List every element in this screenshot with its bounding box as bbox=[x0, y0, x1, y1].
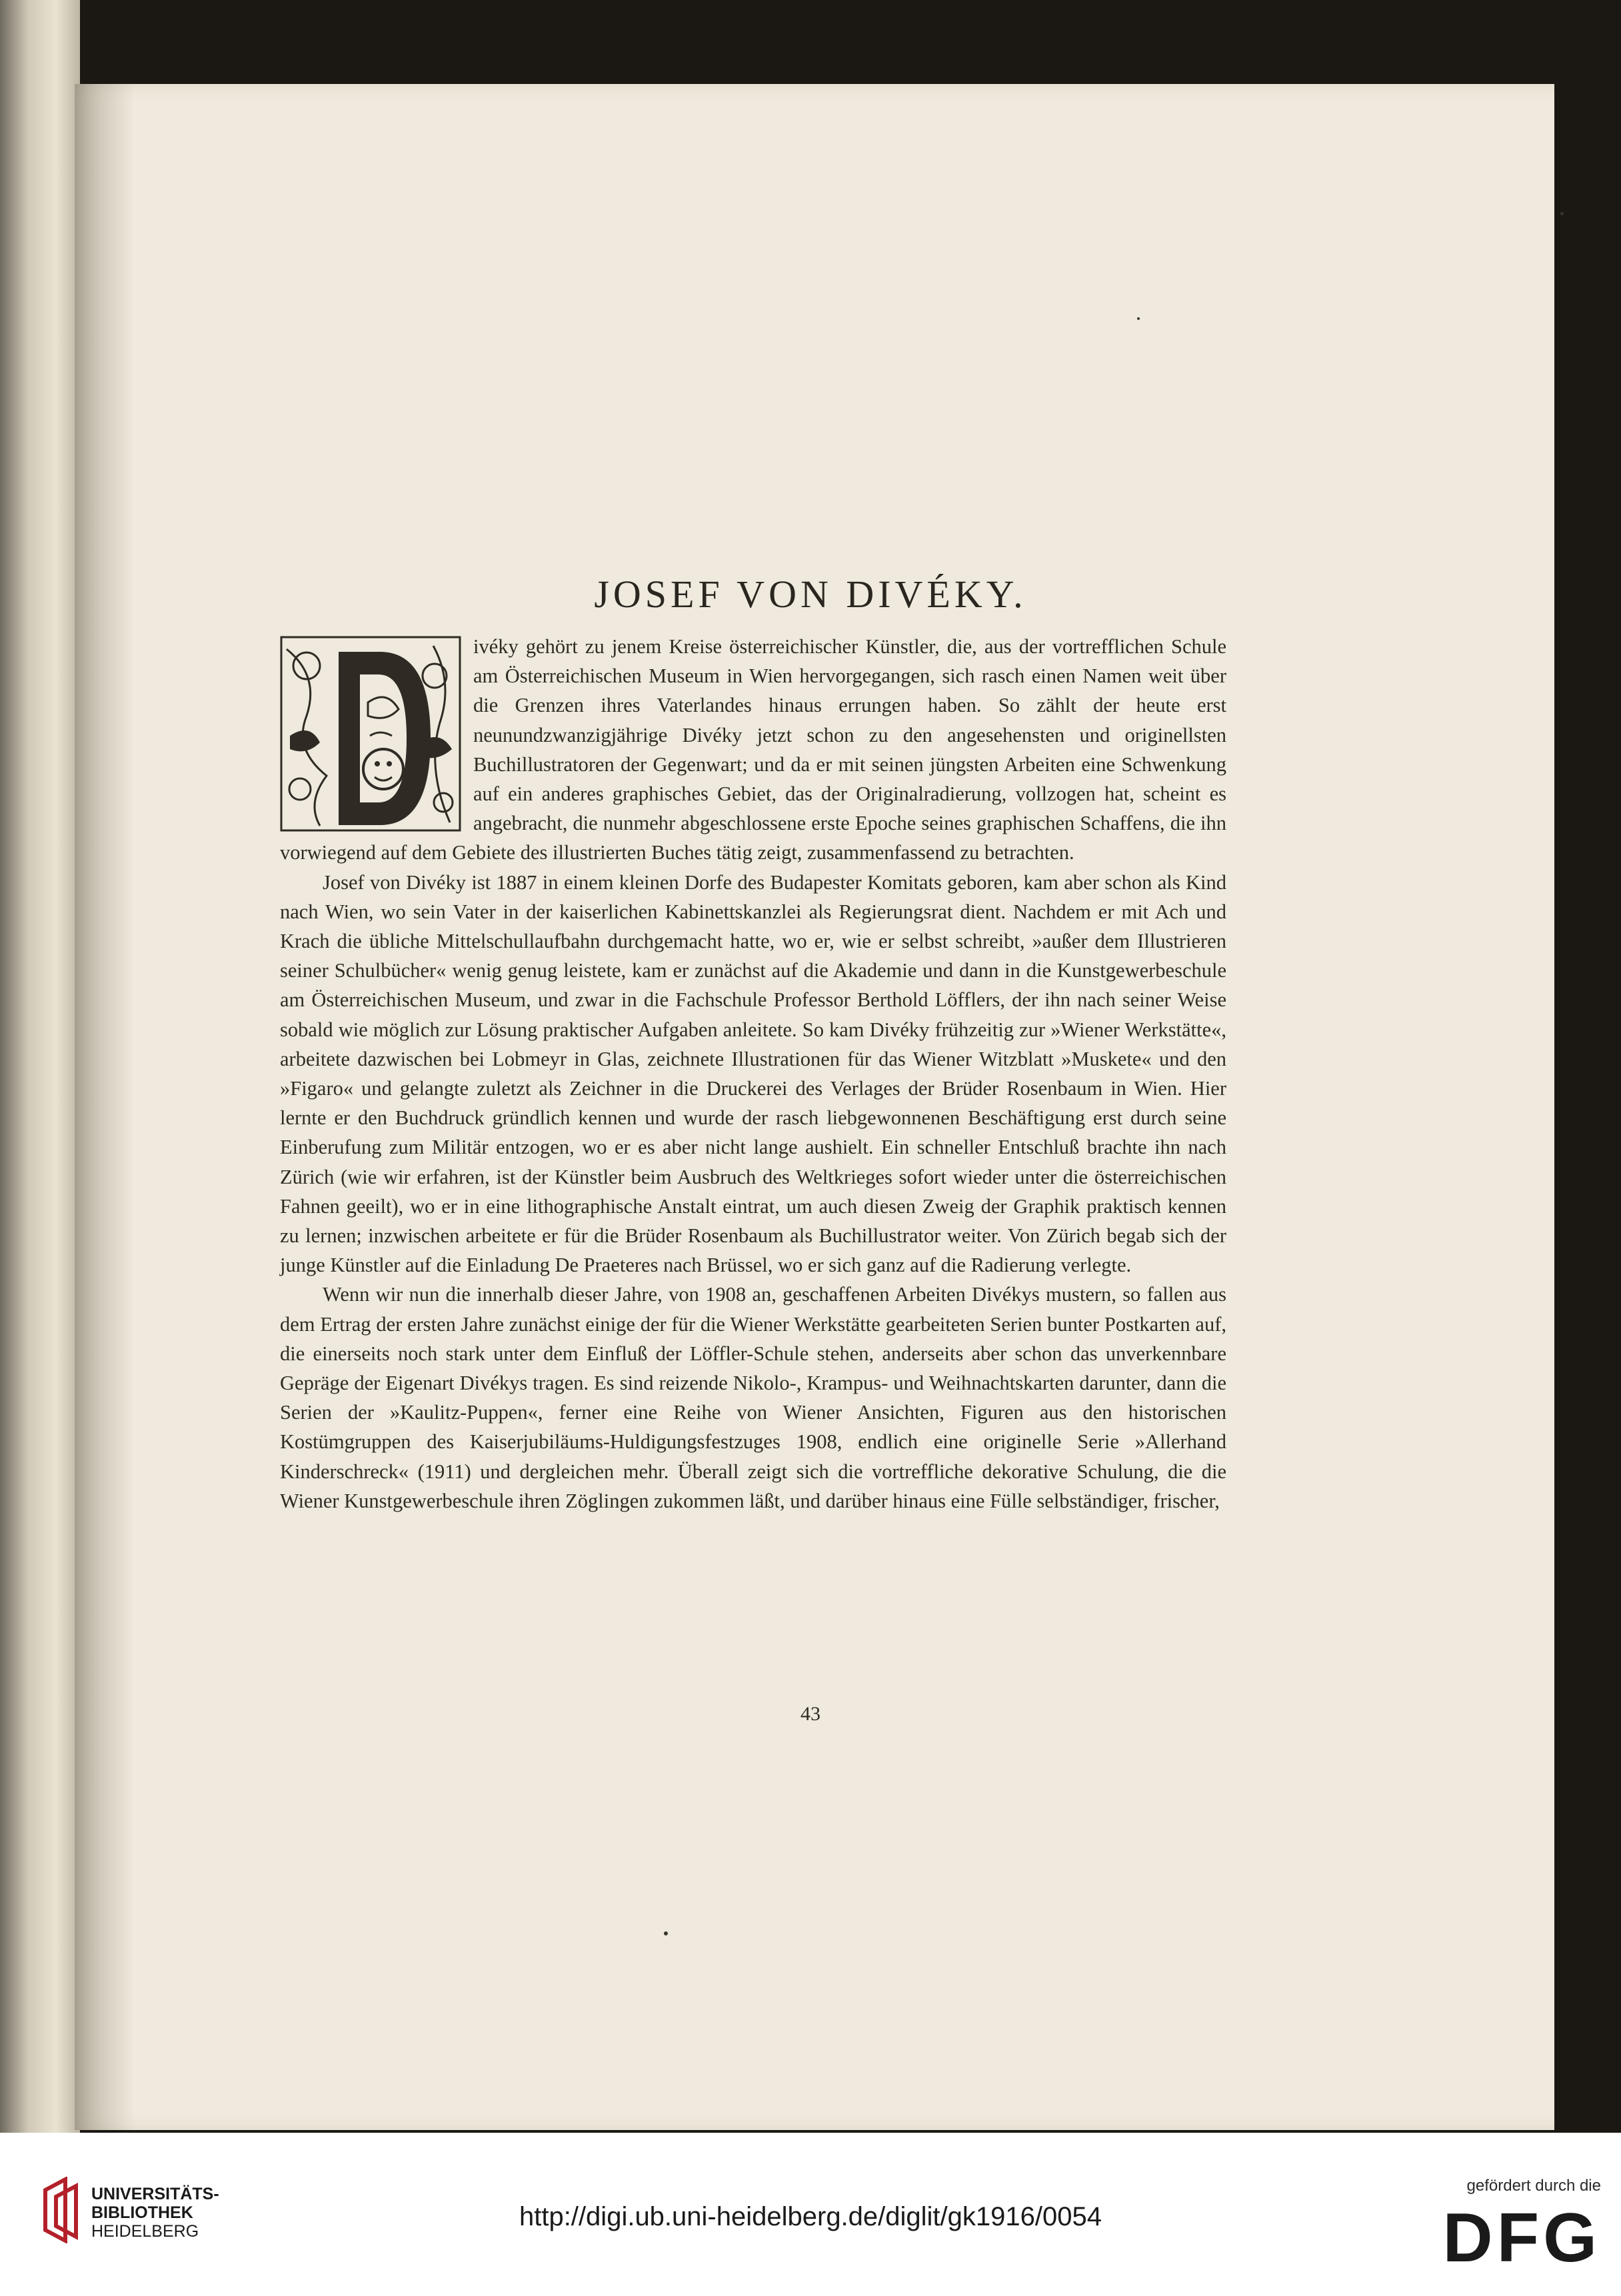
permalink-url[interactable]: http://digi.ub.uni-heidelberg.de/diglit/gk1916/0054 bbox=[519, 2202, 1102, 2231]
library-name-line: HEIDELBERG bbox=[91, 2222, 199, 2241]
dfg-logo-icon[interactable]: DFG bbox=[1442, 2199, 1601, 2277]
left-page-edge bbox=[0, 0, 80, 2133]
article-body bbox=[280, 632, 1226, 1516]
gutter-shadow bbox=[75, 84, 135, 2130]
paragraph: ivéky gehört zu jenem Kreise österreichischer Künstler, die, aus der vortrefflichen Schule am Österreichischen Museum in Wien hervorgegangen, sich rasch einen Namen weit über die Grenzen ihres Vaterlandes hinaus errungen haben. So zählt der heute erst neunundzwanzigjährige Divéky jetzt schon zu den angesehensten und originellsten Buchillustratoren der Gegenwart; und da er mit seinen jüngsten Arbeiten eine Schwenkung auf ein anderes graphisches Gebiet, das der Originalradierung, vollzogen hat, scheint es angebracht, die nunmehr abgeschlossene erste Epoche seines graphischen Schaffens, die ihn vorwiegend auf dem Gebiete des illustrierten Buches tätig zeigt, zusammenfassend zu betrachten. bbox=[280, 635, 1226, 864]
viewer-footer bbox=[0, 2133, 1621, 2296]
library-name-line: UNIVERSITÄTS- bbox=[91, 2185, 219, 2203]
paragraph: Josef von Divéky ist 1887 in einem kleinen Dorfe des Budapester Komitats geboren, kam aber schon als Kind nach Wien, wo sein Vater in der kaiserlichen Kabinettskanzlei als Regierungsrat dient. Nachdem er mit Ach und Krach die übliche Mittelschullaufbahn durchgemacht hatte, wo er, wie er selbst schreibt, »außer dem Illustrieren seiner Schulbücher« wenig genug leistete, kam er zunächst auf die Akademie und dann in die Kunstgewerbeschule am Österreichischen Museum, und zwar in die Fachschule Professor Berthold Löfflers, der ihn nach seiner Weise sobald wie möglich zur Lösung praktischer Aufgaben anleitete. So kam Divéky frühzeitig zur »Wiener Werkstätte«, arbeitete dazwischen bei Lobmeyr in Glas, zeichnete Illustrationen für das Wiener Witzblatt »Muskete« und den »Figaro« und gelangte zuletzt als Zeichner in die Druckerei des Verlages der Brüder Rosenbaum in Wien. Hier lernte er den Buchdruck gründlich kennen und wurde der rasch liebgewonnenen Beschäftigung erst durch seine Einberufung zum Militär entzogen, wo er es aber nicht lange aushielt. Ein schneller Entschluß brachte ihn nach Zürich (wie wir erfahren, ist der Künstler beim Ausbruch des Weltkrieges sofort wieder unter die österreichischen Fahnen geeilt), wo er in eine lithographische Anstalt eintrat, um auch diesen Zweig der Graphik praktisch kennen zu lernen; inzwischen arbeitete er für die Brüder Rosenbaum als Buchillustrator weiter. Von Zürich begab sich der junge Künstler auf die Einladung De Praeteres nach Brüssel, wo er sich ganz auf die Radierung verlegte. bbox=[280, 870, 1226, 1277]
decorative-initial-d-icon bbox=[280, 636, 461, 832]
library-name-line: BIBLIOTHEK bbox=[91, 2203, 193, 2222]
funding-label: gefördert durch die bbox=[1466, 2177, 1601, 2195]
speck bbox=[1137, 317, 1140, 320]
page-number: 43 bbox=[801, 1703, 820, 1725]
speck bbox=[664, 1931, 668, 1935]
article-title: JOSEF VON DIVÉKY. bbox=[594, 573, 1027, 616]
speck bbox=[1560, 212, 1564, 215]
paragraph: Wenn wir nun die innerhalb dieser Jahre, von 1908 an, geschaffenen Arbeiten Divékys mustern, so fallen aus dem Ertrag der ersten Jahre zunächst einige der für die Wiener Werkstätte gearbeiteten Serien bunter Postkarten auf, die einerseits noch stark unter dem Einfluß der Löffler-Schule stehen, anderseits aber schon das unverkennbare Gepräge der Eigenart Divékys tragen. Es sind reizende Nikolo-, Krampus- und Weihnachtskarten darunter, dann die Serien der »Kaulitz-Puppen«, ferner eine Reihe von Wiener Ansichten, Figuren aus den historischen Kostümgruppen des Kaiserjubiläums-Huldigungsfestzuges 1908, endlich eine originelle Serie »Allerhand Kinderschreck« (1911) und dergleichen mehr. Überall zeigt sich die vortreffliche dekorative Schulung, die die Wiener Kunstgewerbeschule ihren Zöglingen zukommen läßt, und darüber hinaus eine Fülle selbständiger, frischer, bbox=[280, 1283, 1226, 1512]
